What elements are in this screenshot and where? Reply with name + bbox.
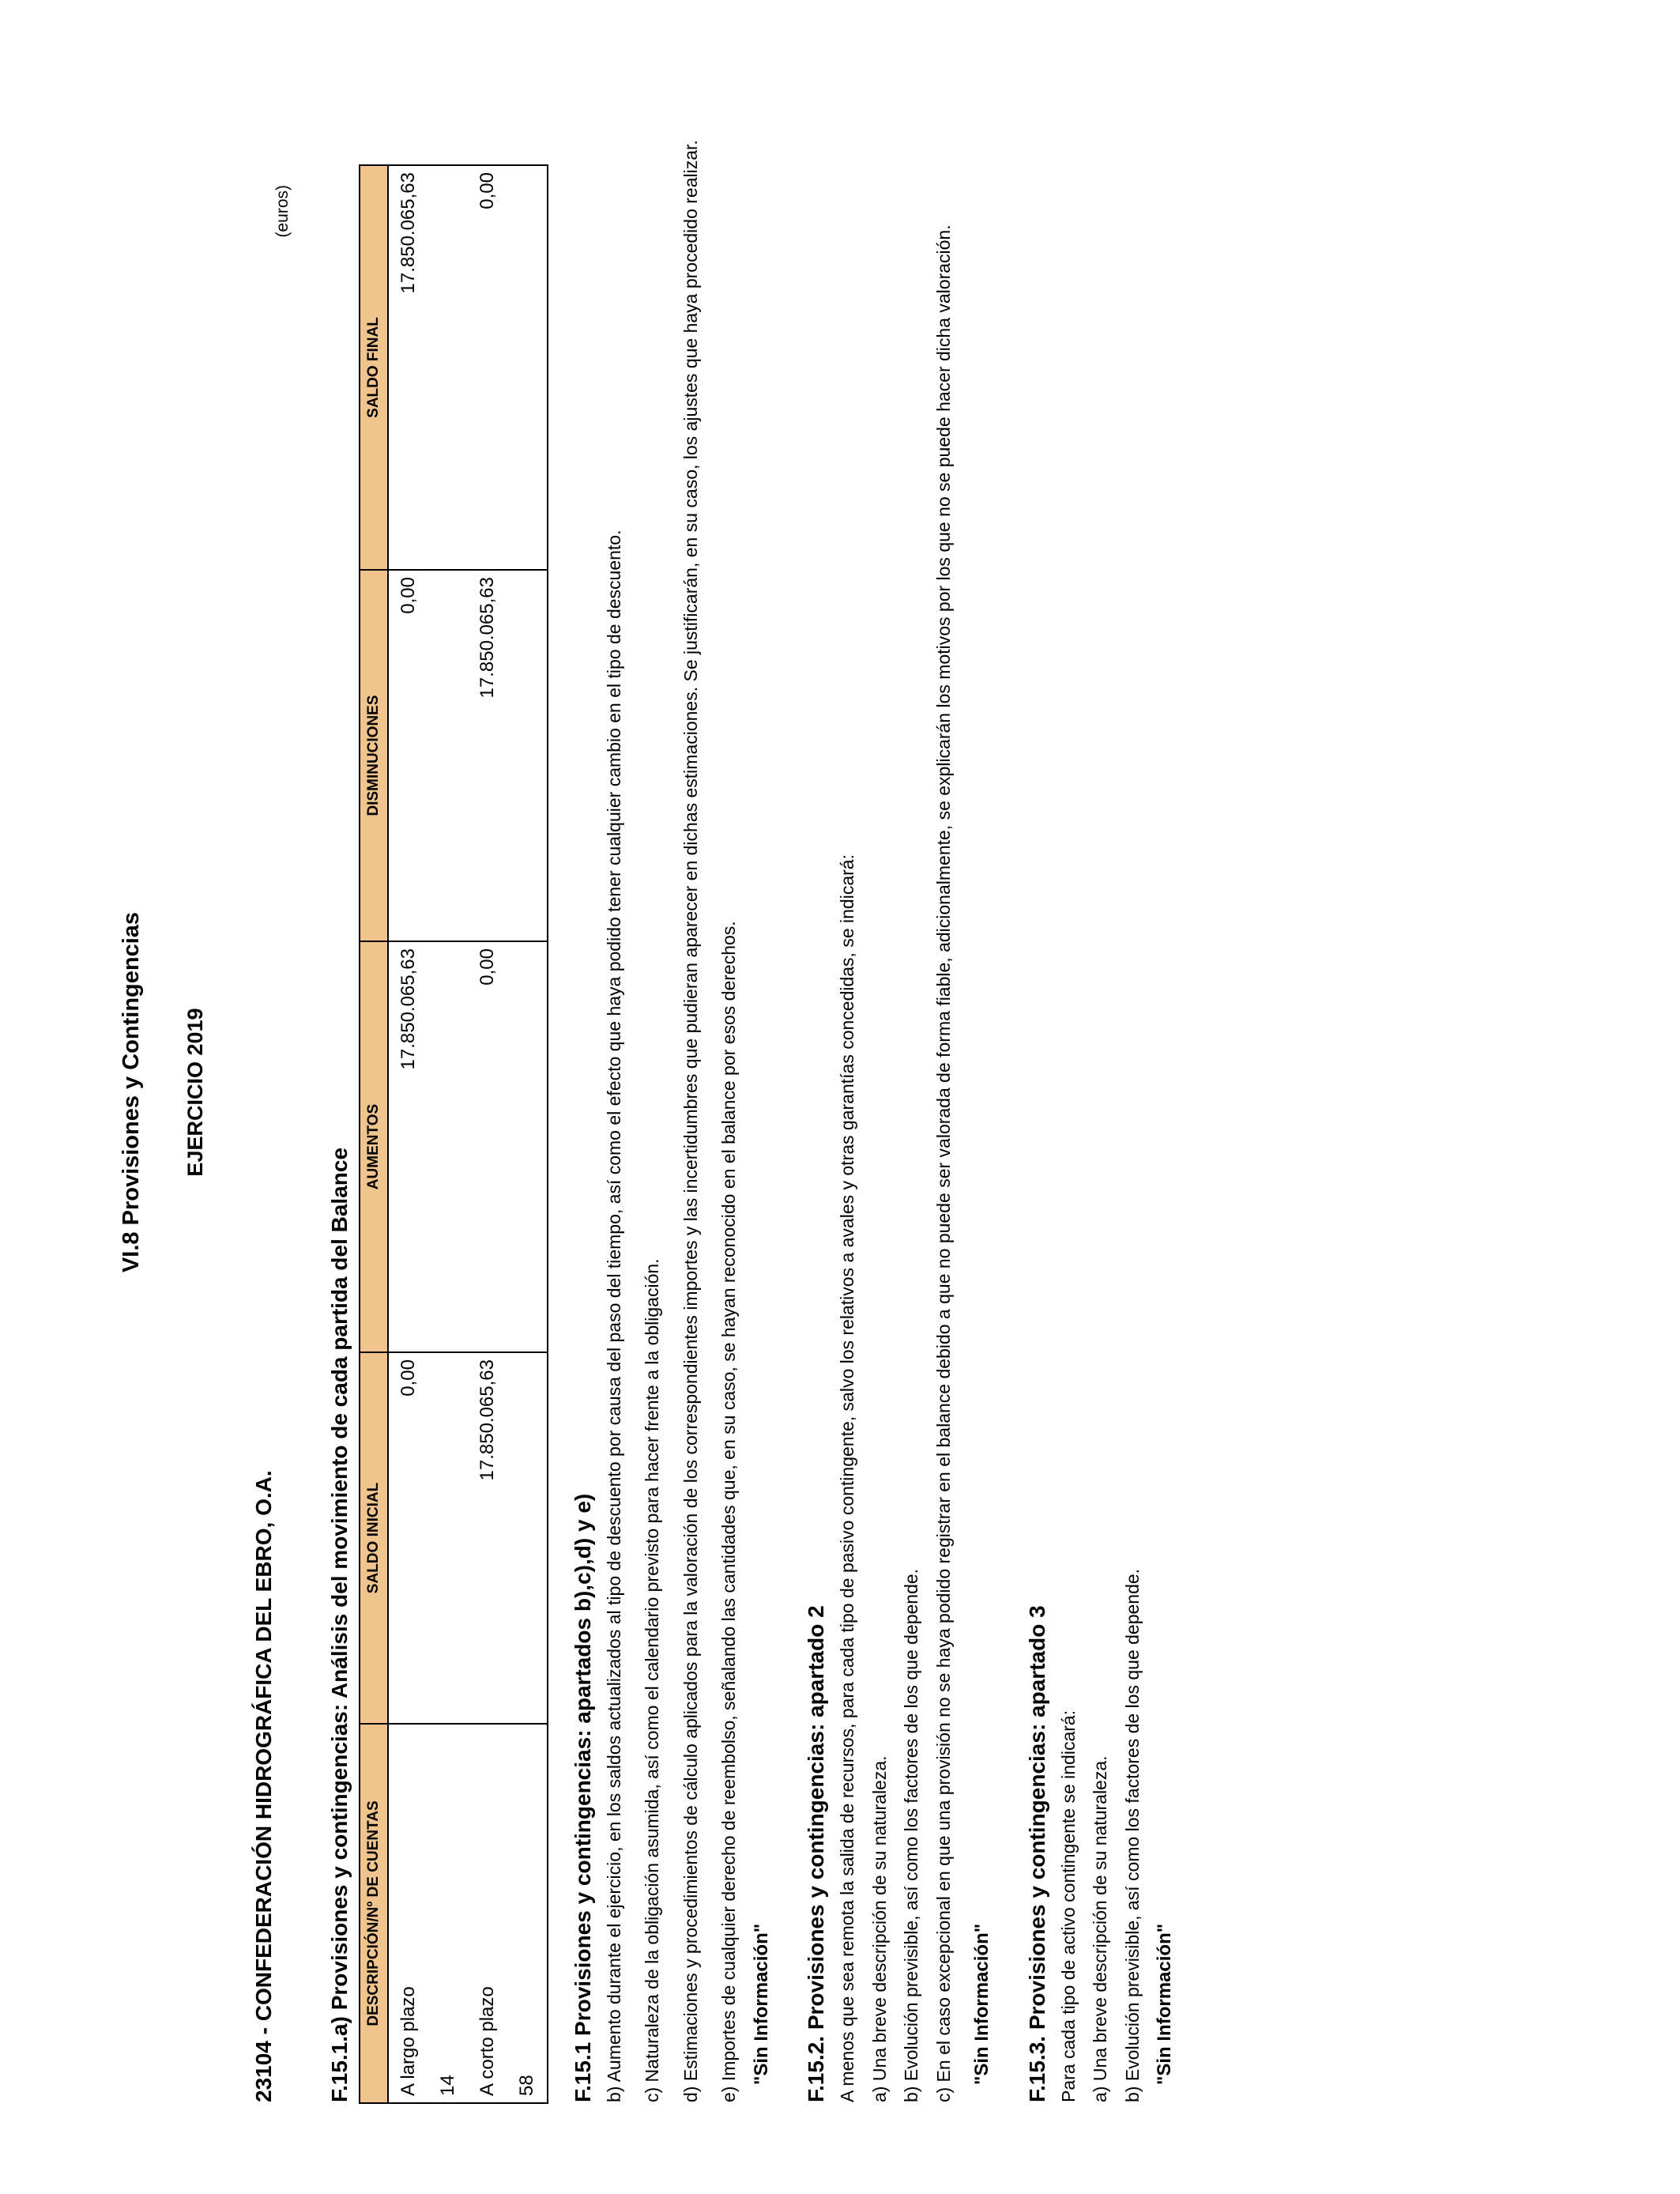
cell-disminuciones: [428, 570, 468, 941]
cell-saldo-inicial: [428, 1352, 468, 1724]
col-header-description: DESCRIPCIÓN/Nº DE CUENTAS: [360, 1724, 388, 2103]
f152-item-a: a) Una breve descripción de su naturaleza.: [868, 1755, 890, 2102]
f152-sin-informacion: "Sin Información": [971, 1923, 993, 2085]
cell-saldo-final: 0,00: [468, 165, 507, 570]
currency-unit: (euros): [273, 185, 292, 238]
cell-aumentos: [507, 941, 548, 1352]
cell-disminuciones: 17.850.065,63: [468, 570, 507, 941]
cell-disminuciones: 0,00: [388, 570, 428, 941]
cell-aumentos: [428, 941, 468, 1352]
section-a-heading: F.15.1.a) Provisiones y contingencias: Análisis del movimiento de cada partida del Balance: [327, 1147, 352, 2102]
f151-sin-informacion: "Sin Información": [750, 1923, 772, 2085]
f152-item-c: c) En el caso excepcional en que una provisión no se haya podido registrar en el balance debido a que no puede ser valorada de forma fiable, adicionalmente, se explicarán los motivos por los que no se puede hacer dicha valoración.: [932, 224, 954, 2102]
f153-sin-informacion: "Sin Información": [1154, 1923, 1175, 2085]
table-row: [428, 165, 468, 2103]
cell-aumentos: 17.850.065,63: [388, 941, 428, 1352]
section-f151-heading: F.15.1 Provisiones y contingencias: apartados b),c),d) y e): [571, 1493, 595, 2102]
f151-item-e: e) Importes de cualquier derecho de reembolso, señalando las cantidades que, en su caso, se hayan reconocido en el balance por esos derechos.: [718, 921, 740, 2102]
cell-aumentos: 0,00: [468, 941, 507, 1352]
table-row: [507, 165, 548, 2103]
row-description: A corto plazo: [468, 1724, 507, 2103]
f152-item-b: b) Evolución previsible, así como los factores de los que depende.: [901, 1568, 922, 2102]
cell-saldo-inicial: 17.850.065,63: [468, 1352, 507, 1724]
col-header-disminuciones: DISMINUCIONES: [360, 570, 388, 941]
report-title: VI.8 Provisiones y Contingencias: [119, 911, 144, 1273]
col-header-saldo-inicial: SALDO INICIAL: [360, 1352, 388, 1724]
cell-disminuciones: [507, 570, 548, 941]
section-f152-heading: F.15.2. Provisiones y contingencias: apartado 2: [804, 1605, 829, 2102]
notes-body: [571, 95, 1207, 2102]
provisions-table: [359, 164, 548, 2104]
table-header-row: [360, 165, 388, 2103]
table-row: [388, 165, 428, 2103]
f153-item-a: a) Una breve descripción de su naturaleza.: [1090, 1755, 1111, 2102]
fiscal-year: EJERCICIO 2019: [183, 1008, 207, 1177]
cell-saldo-final: [428, 165, 468, 570]
f151-item-d: d) Estimaciones y procedimientos de cálculo aplicados para la valoración de los correspondientes importes y las incertidumbres que pudieran aparecer en dichas estimaciones. Se justificarán, en su caso, los ajustes que haya procedido realizar.: [680, 140, 701, 2102]
cell-saldo-inicial: [507, 1352, 548, 1724]
f152-intro: A menos que sea remota la salida de recursos, para cada tipo de pasivo contingente, salvo los relativos a avales y otras garantías concedidas, se indicará:: [837, 854, 858, 2102]
entity-name: 23104 - CONFEDERACIÓN HIDROGRÁFICA DEL EBRO, O.A.: [251, 1470, 276, 2102]
row-description: A largo plazo: [388, 1724, 428, 2103]
cell-saldo-inicial: 0,00: [388, 1352, 428, 1724]
section-f153-heading: F.15.3. Provisiones y contingencias: apartado 3: [1024, 1605, 1049, 2102]
row-description: 14: [428, 1724, 468, 2103]
cell-saldo-final: 17.850.065,63: [388, 165, 428, 570]
f151-item-c: c) Naturaleza de la obligación asumida, así como el calendario previsto para hacer frente a la obligación.: [642, 1258, 663, 2102]
table-row: [468, 165, 507, 2103]
f153-item-b: b) Evolución previsible, así como los factores de los que depende.: [1121, 1568, 1143, 2102]
col-header-aumentos: AUMENTOS: [360, 941, 388, 1352]
col-header-saldo-final: SALDO FINAL: [360, 165, 388, 570]
row-description: 58: [507, 1724, 548, 2103]
f153-intro: Para cada tipo de activo contingente se indicará:: [1057, 1710, 1079, 2102]
cell-saldo-final: [507, 165, 548, 570]
f151-item-b: b) Aumento durante el ejercicio, en los saldos actualizados al tipo de descuento por causa del paso del tiempo, así como el efecto que haya podido tener cualquier cambio en el tipo de descuento.: [604, 530, 624, 2102]
rotated-document: [87, 81, 1588, 2104]
